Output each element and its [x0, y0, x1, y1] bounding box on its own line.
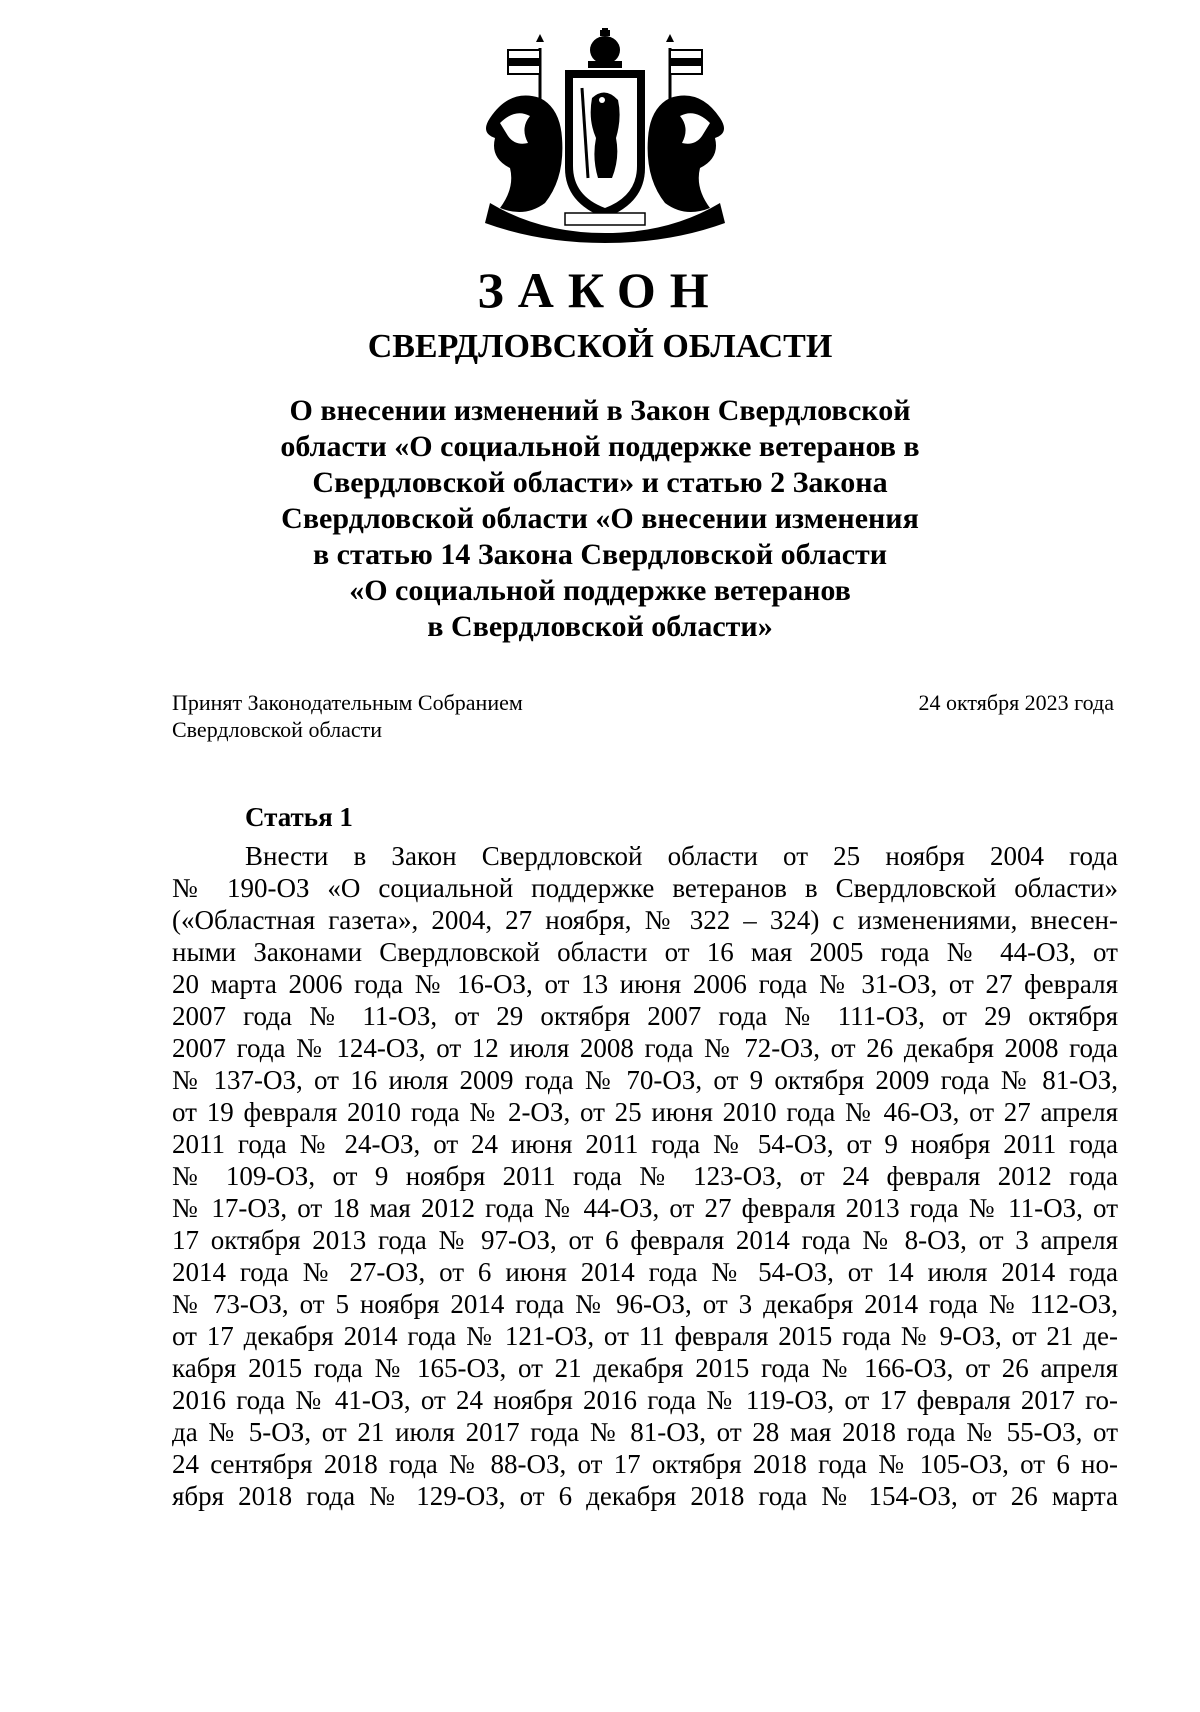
- law-title-line: О внесении изменений в Закон Свердловской: [289, 394, 911, 427]
- article-line: № 190-ОЗ «О социальной поддержке ветеранов в Свердловской области»: [172, 873, 1118, 903]
- article-line: № 109-ОЗ, от 9 ноября 2011 года № 123-ОЗ, от 24 февраля 2012 года: [172, 1161, 1118, 1191]
- article-line: 24 сентября 2018 года № 88-ОЗ, от 17 октября 2018 года № 105-ОЗ, от 6 но-: [172, 1449, 1118, 1479]
- law-title-line: «О социальной поддержке ветеранов: [349, 574, 851, 607]
- article-line: 17 октября 2013 года № 97-ОЗ, от 6 февраля 2014 года № 8-ОЗ, от 3 апреля: [172, 1225, 1118, 1255]
- document-title: ЗАКОН: [477, 262, 723, 318]
- adoption-body-line: Принят Законодательным Собранием: [172, 690, 523, 715]
- law-title-line: Свердловской области «О внесении изменения: [281, 502, 919, 535]
- article-line: 2016 года № 41-ОЗ, от 24 ноября 2016 года № 119-ОЗ, от 17 февраля 2017 го-: [172, 1385, 1118, 1415]
- article-line: ября 2018 года № 129-ОЗ, от 6 декабря 2018 года № 154-ОЗ, от 26 марта: [172, 1481, 1118, 1511]
- article-line: 20 марта 2006 года № 16-ОЗ, от 13 июня 2006 года № 31-ОЗ, от 27 февраля: [172, 969, 1118, 999]
- article-line: кабря 2015 года № 165-ОЗ, от 21 декабря 2015 года № 166-ОЗ, от 26 апреля: [172, 1353, 1118, 1383]
- article-body: [172, 840, 1118, 1512]
- coat-of-arms-icon: [470, 28, 740, 243]
- article-line: да № 5-ОЗ, от 21 июля 2017 года № 81-ОЗ, от 28 мая 2018 года № 55-ОЗ, от: [172, 1417, 1118, 1447]
- law-title-line: в статью 14 Закона Свердловской области: [312, 538, 888, 571]
- article-line: Внести в Закон Свердловской области от 25 ноября 2004 года: [245, 841, 1118, 871]
- article-line: 2014 года № 27-ОЗ, от 6 июня 2014 года № 54-ОЗ, от 14 июля 2014 года: [172, 1257, 1118, 1287]
- article-line: ными Законами Свердловской области от 16 мая 2005 года № 44-ОЗ, от: [172, 937, 1118, 967]
- article-line: 2007 года № 11-ОЗ, от 29 октября 2007 года № 111-ОЗ, от 29 октября: [172, 1001, 1118, 1031]
- article-line: («Областная газета», 2004, 27 ноября, № 322 – 324) с изменениями, внесен-: [172, 905, 1118, 935]
- adoption-body: [172, 689, 523, 743]
- law-title-line: области «О социальной поддержке ветеранов в: [280, 430, 920, 463]
- law-title-line: Свердловской области» и статью 2 Закона: [312, 466, 888, 499]
- law-title: [250, 393, 950, 645]
- law-title-line: в Свердловской области»: [427, 610, 773, 643]
- article-line: № 73-ОЗ, от 5 ноября 2014 года № 96-ОЗ, от 3 декабря 2014 года № 112-ОЗ,: [172, 1289, 1118, 1319]
- document-subtitle: СВЕРДЛОВСКОЙ ОБЛАСТИ: [367, 328, 833, 365]
- article-line: от 17 декабря 2014 года № 121-ОЗ, от 11 февраля 2015 года № 9-ОЗ, от 21 де-: [172, 1321, 1118, 1351]
- article-line: от 19 февраля 2010 года № 2-ОЗ, от 25 июня 2010 года № 46-ОЗ, от 27 апреля: [172, 1097, 1118, 1127]
- article-line: 2007 года № 124-ОЗ, от 12 июля 2008 года № 72-ОЗ, от 26 декабря 2008 года: [172, 1033, 1118, 1063]
- article-line: 2011 года № 24-ОЗ, от 24 июня 2011 года № 54-ОЗ, от 9 ноября 2011 года: [172, 1129, 1118, 1159]
- adoption-body-line: Свердловской области: [172, 717, 382, 742]
- adoption-date: 24 октября 2023 года: [918, 690, 1114, 715]
- article-line: № 137-ОЗ, от 16 июля 2009 года № 70-ОЗ, от 9 октября 2009 года № 81-ОЗ,: [172, 1065, 1118, 1095]
- article-heading: Статья 1: [245, 802, 353, 832]
- article-line: № 17-ОЗ, от 18 мая 2012 года № 44-ОЗ, от 27 февраля 2013 года № 11-ОЗ, от: [172, 1193, 1118, 1223]
